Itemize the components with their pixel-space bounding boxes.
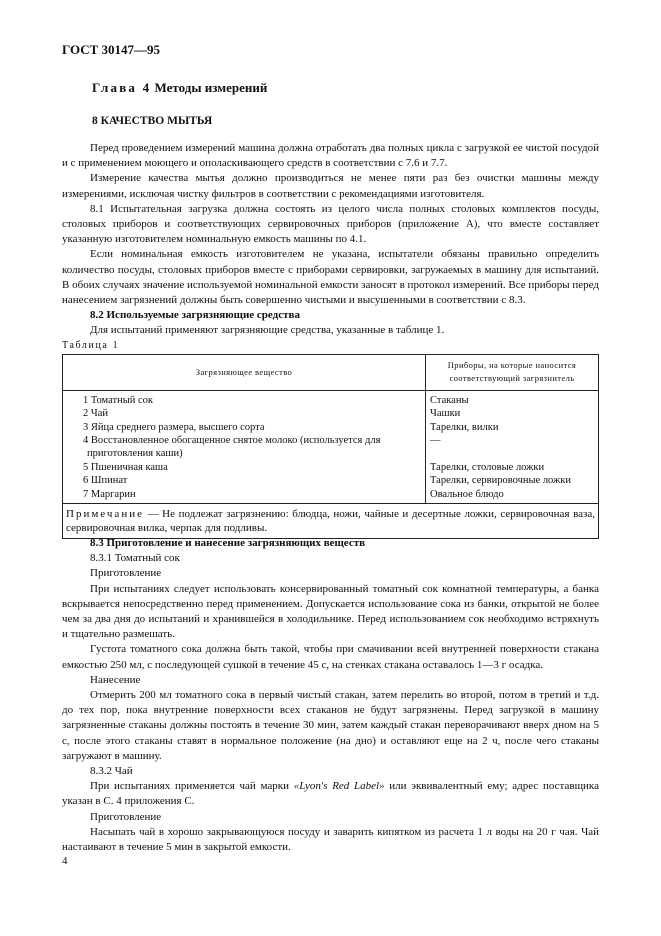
devices-cell: Тарелки, вилки [430, 421, 499, 433]
document-header: ГОСТ 30147—95 [62, 42, 161, 57]
pollutant-cell: 5 Пшеничная каша [83, 461, 168, 473]
devices-cell: Овальное блюдо [430, 488, 504, 500]
section-8-text [62, 141, 599, 339]
text-run: или эквивалентный ему; адрес поставщика указан в С. 4 приложения С. [62, 780, 599, 808]
subsection-heading: 8.3 Приготовление и нанесение загрязняющих веществ [90, 537, 366, 549]
paragraph [62, 779, 599, 809]
pollutant-cell: 7 Маргарин [83, 488, 136, 500]
page-number: 4 [62, 855, 68, 867]
table-row [63, 421, 599, 434]
devices-cell: Тарелки, столовые ложки [430, 461, 545, 473]
devices-cell: Чашки [430, 408, 461, 420]
table-header-row [63, 355, 599, 391]
table-note-row [63, 504, 599, 539]
subsection-heading: 8.3.2 Чай [90, 765, 133, 778]
section-8-3-text [62, 536, 599, 855]
pollutants-table [62, 354, 599, 539]
devices-cell: Стаканы [430, 394, 469, 406]
subheading: Нанесение [90, 673, 141, 686]
column-header: Приборы, на которые наносится соответствующий загрязнитель [426, 355, 599, 391]
note-text: — Не подлежат загрязнению: блюдца, ножи, чайные и десертные ложки, сервировочная ваза, сервировочная вилка, черпак для подливы. [66, 508, 595, 535]
paragraph: Насыпать чай в хорошо закрывающуюся посуду и заварить кипятком из расчета 1 л воды на 20 г чая. Чай настаивают в течение 5 мин в закрытой емкости. [62, 825, 599, 854]
subheading: Приготовление [90, 810, 162, 823]
table-row [63, 434, 599, 461]
subsection-heading: 8.2 Используемые загрязняющие средства [90, 309, 300, 322]
table-row [63, 461, 599, 474]
text-run: При испытаниях применяется чай марки [90, 780, 294, 793]
devices-cell: Тарелки, сервировочные ложки [430, 475, 572, 487]
pollutant-cell: 1 Томатный сок [83, 394, 154, 406]
paragraph: Перед проведением измерений машина должна отработать два полных цикла с загрузкой ее чистой посудой и с применением моющего и ополаскивающего средств в соответствии с 7.6 и 7.7. [62, 142, 599, 170]
paragraph: Отмерить 200 мл томатного сока в первый чистый стакан, затем перелить во второй, потом в третий и т.д. до тех пор, пока внутренние поверхности всех стаканов не будут загрязнены. Перед загрузкой в машину загрязненные стаканы должны постоять в течение 30 мин, затем каждый стакан переворачивают вверх дном на 5 с, после этого стаканы ставят в нормальное положение (на дно) и оставляют еще на 2 ч, после чего стаканы загружают в машину. [62, 689, 599, 762]
devices-cell: — [430, 435, 441, 447]
paragraph: Если номинальная емкость изготовителем не указана, испытатели обязаны правильно определить количество посуды, столовых приборов вместе с приборами сервировки, загружаемых в машину для испытаний. В обоих случаях значение используемой номинальной емкости заносят в протокол измерений. Все приборы перед нанесением загрязнений должны быть совершенно чистыми и высушенными в соответствии с 8.3. [62, 248, 599, 307]
table-row [63, 390, 599, 407]
section-heading: 8 КАЧЕСТВО МЫТЬЯ [92, 115, 213, 127]
subsection-heading: 8.3.1 Томатный сок [90, 552, 180, 565]
table-row [63, 407, 599, 420]
subheading: Приготовление [90, 567, 162, 580]
chapter-title: Методы измерений [154, 80, 268, 95]
table-row [63, 474, 599, 487]
chapter-heading [92, 80, 267, 96]
tea-brand: «Lyon's Red Label» [293, 780, 385, 793]
table-row [63, 488, 599, 504]
pollutant-cell: 2 Чай [83, 408, 108, 420]
paragraph: 8.1 Испытательная загрузка должна состоять из целого числа полных столовых комплектов посуды, столовых приборов и соответствующих сервировочных приборов (приложение А), что вместе составляет указанную изготовителем номинальную емкость машины по 4.1. [62, 202, 599, 246]
pollutant-cell: 4 Восстановленное обогащенное снятое молоко (используется для приготовления каши) [83, 435, 381, 460]
paragraph: Для испытаний применяют загрязняющие средства, указанные в таблице 1. [90, 324, 445, 337]
pollutant-cell: 6 Шпинат [83, 475, 128, 487]
chapter-label: Глава 4 [92, 80, 152, 95]
table-label: Таблица 1 [62, 340, 120, 351]
table-note [63, 504, 599, 539]
pollutant-cell: 3 Яйца среднего размера, высшего сорта [83, 421, 265, 433]
paragraph: При испытаниях следует использовать консервированный томатный сок комнатной температуры, а банка вскрывается непосредственно перед применением. Допускается использование сока из банки, открытой не более чем за два дня до испытаний и хранившейся в холодильнике. Перед использованием сок необходимо встряхнуть и тщательно размешать. [62, 582, 599, 641]
note-label: Примечание [66, 508, 144, 521]
paragraph: Густота томатного сока должна быть такой, чтобы при смачивании всей внутренней поверхности стакана емкостью 250 мл, с последующей сушкой в течение 45 с, на стенках стакана оставалось 1—3 г осадка. [62, 643, 599, 671]
paragraph: Измерение качества мытья должно производиться не менее пяти раз без очистки машины между измерениями, исключая чистку фильтров в соответствии с рекомендациями изготовителя. [62, 172, 599, 200]
column-header: Загрязняющее вещество [63, 355, 426, 391]
